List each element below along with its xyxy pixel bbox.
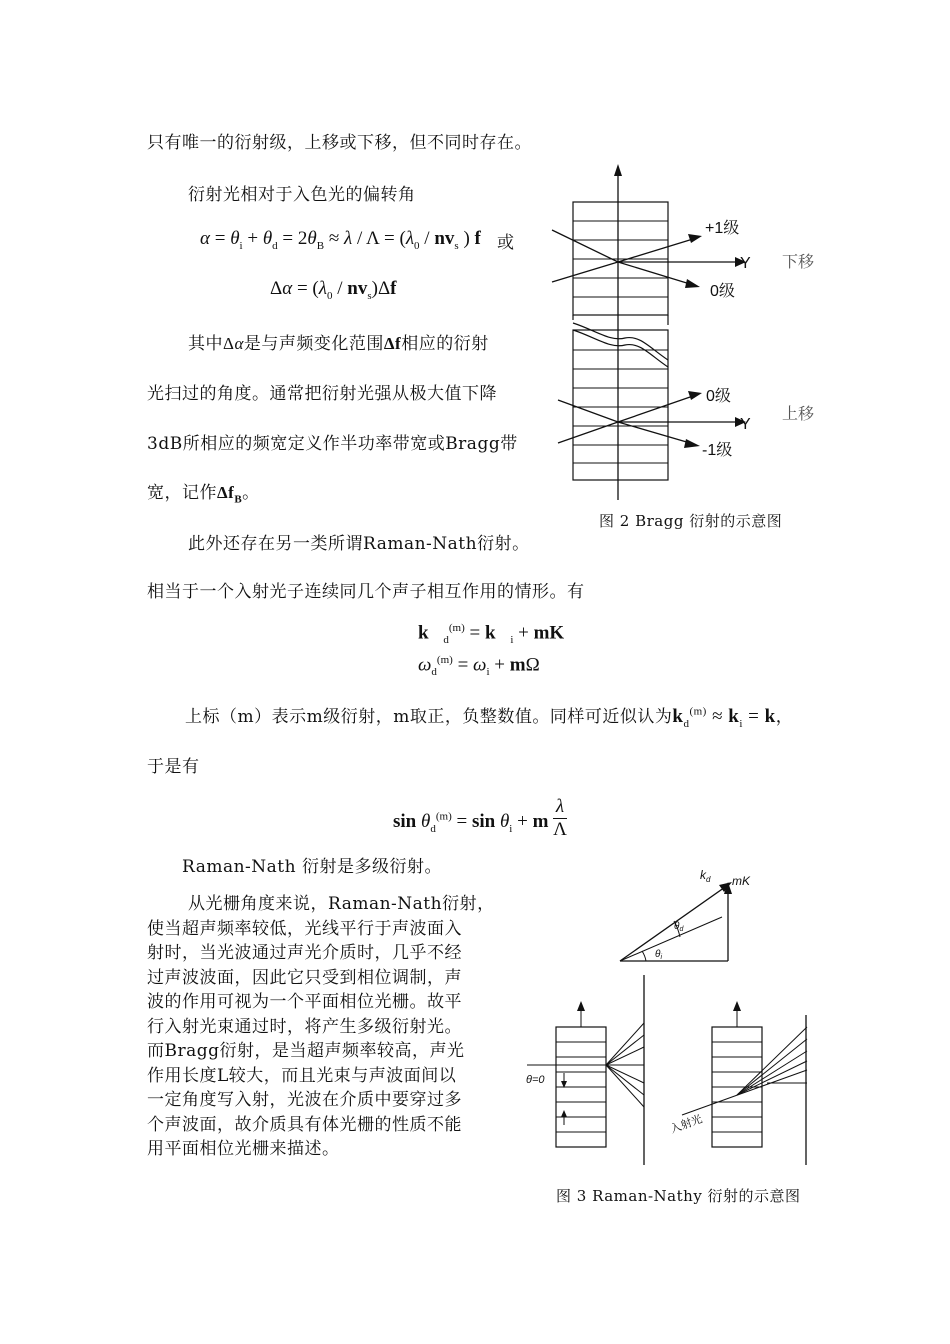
label-mk: mK (732, 874, 750, 888)
text-para3-line2: 光扫过的角度。通常把衍射光强从极大值下降 (147, 384, 497, 404)
text-para9-line: 一定角度写入射，光波在介质中要穿过多 (147, 1090, 462, 1110)
text-para5: 相当于一个入射光子连续同几个声子相互作用的情形。有 (147, 582, 585, 602)
text-para6-pre: 上标（m）表示m级衍射，m取正，负整数值。同样可近似认为 (185, 707, 673, 727)
label-theta-d: $\theta_d$ (674, 921, 684, 933)
text-para4: 此外还存在另一类所谓Raman-Nath衍射。 (188, 534, 530, 554)
text-para9-line: 波的作用可视为一个平面相位光栅。故平 (147, 992, 462, 1012)
text-para9-line: 用平面相位光栅来描述。 (147, 1139, 340, 1159)
label-0-order-bottom: 0级 (706, 388, 731, 405)
label-incident-light: 入射光 (668, 1113, 705, 1136)
label-kd: $k_d$ (700, 868, 711, 884)
label-down-shift: 下移 (782, 254, 815, 271)
equation-wavevector: $k⃗_d^{(m)}$ = $k⃗_i$ + mK⃗ (418, 622, 579, 647)
figure-2-caption: 图 2 Bragg 衍射的示意图 (599, 512, 783, 530)
label-up-shift: 上移 (782, 406, 815, 423)
figure-3-caption: 图 3 Raman-Nathy 衍射的示意图 (556, 1187, 801, 1205)
label-minus1-order: -1级 (702, 442, 733, 459)
text-para6-post: ， (775, 707, 794, 727)
text-para3-line3: 3dB所相应的频宽定义作半功率带宽或Bragg带 (147, 434, 518, 454)
label-y-top: Y (740, 255, 751, 272)
text-para3-d-end: 。 (242, 483, 260, 503)
text-para3-end: 相应的衍射 (401, 334, 489, 354)
text-para6: 上标（m）表示m级衍射，m取正，负整数值。同样可近似认为$k_d^{(m)} \approx k_i = k$， (185, 705, 794, 730)
label-theta-zero: θ=0 (526, 1074, 545, 1086)
text-para9-line: 射时，当光波通过声光介质时，几乎不经 (147, 943, 462, 963)
text-para9-line: 个声波面，故介质具有体光栅的性质不能 (147, 1114, 462, 1135)
text-line-1: 只有唯一的衍射级，上移或下移，但不同时存在。 (147, 133, 532, 153)
equation-deflection-angle: $\alpha = \theta_i + \theta_d = 2\theta_B \approx \lambda / \Lambda = (\lambda_0 / nv_s$ ) f (200, 228, 481, 252)
figure-2-bragg-diagram (550, 160, 840, 500)
text-para9-line: 行入射光束通过时，将产生多级衍射光。 (147, 1016, 462, 1037)
text-para9-line: 从光栅角度来说，Raman-Nath衍射， (188, 894, 495, 914)
text-para3-d-pre: 宽，记作 (147, 483, 217, 503)
text-para9-line: 过声波波面，因此它只受到相位调制，声 (147, 967, 462, 988)
text-para9 (147, 892, 495, 1162)
text-para9-line: 作用长度L较大，而且光束与声波面间以 (147, 1065, 457, 1086)
text-para7: 于是有 (147, 757, 200, 777)
text-para3-pre: 其中 (188, 334, 223, 354)
label-theta-i: $\theta_i$ (655, 949, 662, 961)
label-y-bottom: Y (740, 416, 751, 433)
text-line-2: 衍射光相对于入色光的偏转角 (188, 185, 416, 205)
label-0-order-top: 0级 (710, 283, 735, 300)
equation-frequency: $\omega_d^{(m)} = \omega_i + m\Omega$ (418, 654, 540, 679)
text-para9-line: 使当超声频率较低，光线平行于声波面入 (147, 918, 462, 939)
equation-sine-relation: $\sin \theta_d^{(m)} = \sin \theta_i + m$ $\frac{\lambda}{\Lambda}$ (393, 796, 567, 840)
text-para3-post: 是与声频变化范围 (243, 334, 384, 354)
text-or: 或 (497, 233, 515, 253)
label-plus1-order: +1级 (705, 220, 740, 237)
text-para3-line1: 其中Δα是与声频变化范围Δf相应的衍射 (188, 334, 489, 354)
figure-3-raman-nath-diagram (522, 855, 822, 1175)
text-para8: Raman-Nath 衍射是多级衍射。 (182, 857, 442, 877)
text-para9-line: 而Bragg衍射，是当超声频率较高，声光 (147, 1041, 465, 1061)
equation-delta-alpha: $\Delta\alpha = (\lambda_0 / nv_s)\Delta f$ (270, 278, 397, 302)
text-para3-line4: 宽，记作$\Delta f_B$。 (147, 483, 260, 506)
